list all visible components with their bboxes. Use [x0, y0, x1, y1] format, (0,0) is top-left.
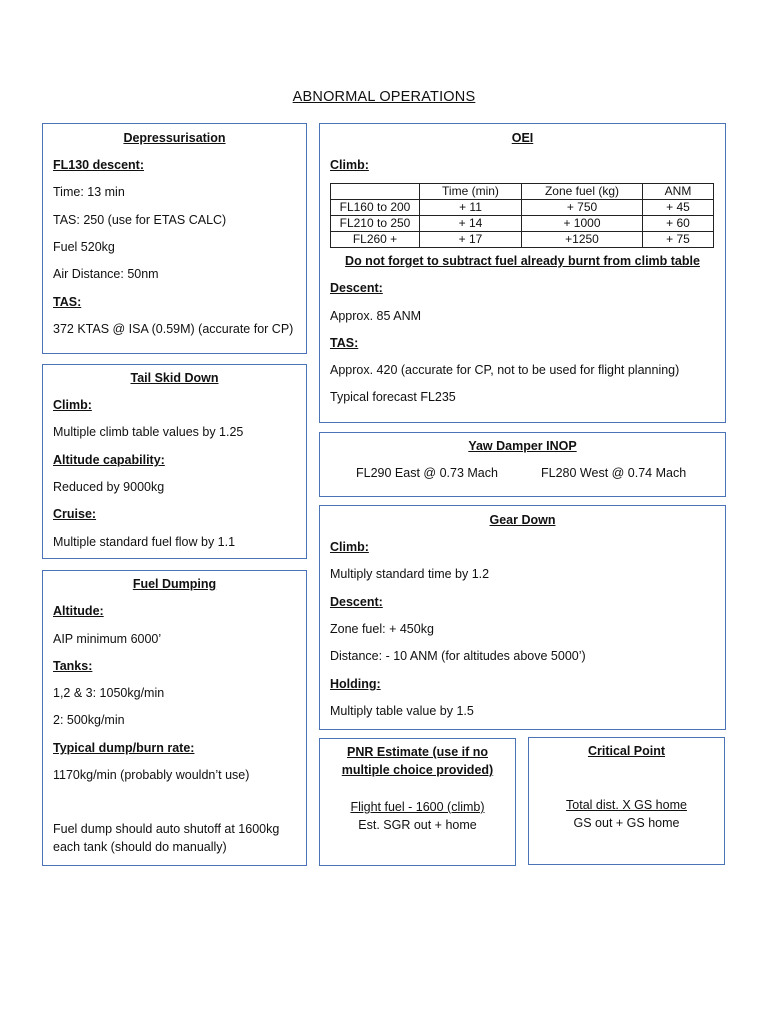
section-heading: Climb:: [53, 398, 92, 412]
section-heading: Descent:: [330, 595, 383, 609]
section-heading: TAS:: [53, 295, 82, 309]
card-title: Gear Down: [489, 513, 556, 527]
table-cell: +1250: [522, 232, 643, 248]
column-header: Zone fuel (kg): [522, 184, 643, 200]
table-header-row: [331, 184, 714, 200]
table-cell: FL260 +: [331, 232, 420, 248]
info-line: Time: 13 min: [53, 185, 125, 199]
info-line: Multiply table value by 1.5: [330, 704, 474, 718]
info-line: FL280 West @ 0.74 Mach: [541, 466, 687, 480]
oei-warning: Do not forget to subtract fuel already burnt from climb table: [345, 254, 700, 268]
table-cell: FL160 to 200: [331, 200, 420, 216]
section-heading: Descent:: [330, 281, 383, 295]
section-heading: Cruise:: [53, 507, 97, 521]
info-line: Air Distance: 50nm: [53, 267, 159, 281]
info-line: each tank (should do manually): [53, 840, 227, 854]
section-heading: Climb:: [330, 158, 369, 172]
table-cell: + 17: [420, 232, 522, 248]
info-line: Multiple climb table values by 1.25: [53, 425, 244, 439]
table-cell: + 11: [420, 200, 522, 216]
info-line: Fuel 520kg: [53, 240, 115, 254]
table-cell: + 1000: [522, 216, 643, 232]
page-title: ABNORMAL OPERATIONS: [292, 89, 476, 105]
pnr-formula-denominator: Est. SGR out + home: [358, 818, 477, 832]
card-title: Fuel Dumping: [132, 577, 217, 591]
section-heading: Climb:: [330, 540, 369, 554]
info-line: Multiply standard time by 1.2: [330, 567, 490, 581]
gear-down-card: [319, 505, 726, 730]
section-heading: Typical dump/burn rate:: [53, 741, 195, 755]
column-header: [331, 184, 420, 200]
info-line: TAS: 250 (use for ETAS CALC): [53, 213, 227, 227]
card-title: Yaw Damper INOP: [468, 439, 577, 453]
section-heading: Holding:: [330, 677, 381, 691]
info-line: Approx. 420 (accurate for CP, not to be used for flight planning): [330, 363, 680, 377]
info-line: 2: 500kg/min: [53, 713, 125, 727]
cp-formula-denominator: GS out + GS home: [573, 816, 680, 830]
info-line: 1,2 & 3: 1050kg/min: [53, 686, 165, 700]
info-line: 372 KTAS @ ISA (0.59M) (accurate for CP): [53, 322, 294, 336]
info-line: Multiple standard fuel flow by 1.1: [53, 535, 236, 549]
info-line: FL290 East @ 0.73 Mach: [356, 466, 498, 480]
table-cell: + 75: [643, 232, 714, 248]
table-cell: FL210 to 250: [331, 216, 420, 232]
table-cell: + 45: [643, 200, 714, 216]
cp-formula-numerator: Total dist. X GS home: [566, 798, 687, 812]
section-heading: Tanks:: [53, 659, 93, 673]
table-cell: + 750: [522, 200, 643, 216]
oei-climb-table: [330, 183, 714, 248]
table-row: [331, 200, 714, 216]
pnr-formula-numerator: Flight fuel - 1600 (climb): [350, 800, 485, 814]
fuel-dumping-card: [42, 570, 307, 866]
table-row: [331, 216, 714, 232]
yaw-damper-card: [319, 432, 726, 497]
critical-point-card: [528, 737, 725, 865]
pnr-estimate-card: [319, 738, 516, 866]
info-line: Distance: - 10 ANM (for altitudes above 5000’): [330, 649, 586, 663]
info-line: Approx. 85 ANM: [330, 309, 422, 323]
table-row: [331, 232, 714, 248]
section-heading: Altitude capability:: [53, 453, 165, 467]
oei-card: [319, 123, 726, 423]
section-heading: TAS:: [330, 336, 359, 350]
info-line: 1170kg/min (probably wouldn’t use): [53, 768, 250, 782]
card-title: Critical Point: [587, 744, 666, 758]
section-heading: Altitude:: [53, 604, 104, 618]
info-line: Zone fuel: + 450kg: [330, 622, 434, 636]
info-line: AIP minimum 6000’: [53, 632, 162, 646]
tail-skid-card: [42, 364, 307, 559]
card-title: PNR Estimate (use if no: [347, 745, 488, 759]
section-heading: FL130 descent:: [53, 158, 145, 172]
card-title: OEI: [511, 131, 534, 145]
depressurisation-card: [42, 123, 307, 354]
card-title: Tail Skid Down: [130, 371, 219, 385]
card-title: Depressurisation: [123, 131, 226, 145]
table-cell: + 60: [643, 216, 714, 232]
info-line: Typical forecast FL235: [330, 390, 456, 404]
info-line: Reduced by 9000kg: [53, 480, 165, 494]
table-cell: + 14: [420, 216, 522, 232]
card-title: multiple choice provided): [341, 763, 494, 777]
column-header: Time (min): [420, 184, 522, 200]
column-header: ANM: [643, 184, 714, 200]
info-line: Fuel dump should auto shutoff at 1600kg: [53, 822, 280, 836]
